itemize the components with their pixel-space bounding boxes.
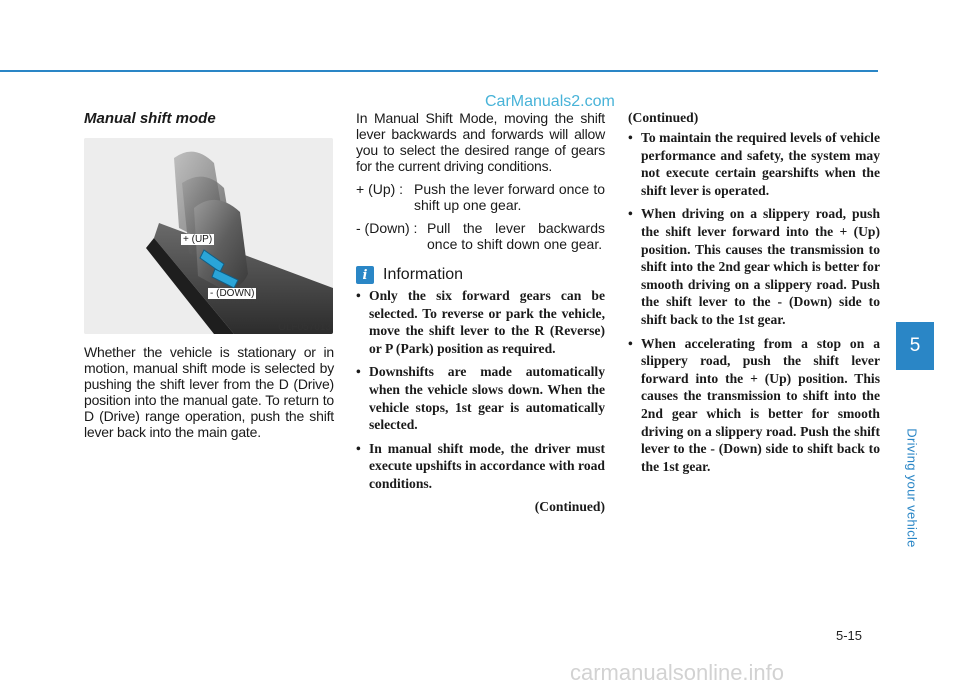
section-title: Manual shift mode <box>84 110 216 127</box>
label-down: - (DOWN) <box>210 288 255 299</box>
page-number: 5-15 <box>836 628 863 643</box>
information-header <box>356 266 605 284</box>
list-item: • In manual shift mode, the driver must execute upshifts in accordance with road conditions. <box>356 440 605 493</box>
definition-down <box>356 220 605 252</box>
header-rule <box>0 70 878 72</box>
label-up: + (UP) <box>183 234 213 245</box>
list-item: • Only the six forward gears can be selected. To reverse or park the vehicle, move the shift lever to the R (Reverse) or P (Park) position as required. <box>356 287 605 357</box>
continued-header: (Continued) <box>628 110 699 125</box>
list-item: • To maintain the required levels of vehicle performance and safety, the system may not execute certain gearshifts when the shift lever is operated. <box>628 129 880 199</box>
definition-term: + (Up) : <box>356 181 404 197</box>
figure-code: OLF057013 <box>278 322 331 333</box>
watermark: CarManuals2.com <box>485 93 615 110</box>
information-title: Information <box>383 266 464 283</box>
definition-term: - (Down) : <box>356 220 418 236</box>
shift-lever-photo <box>84 138 333 334</box>
definition-up <box>356 181 605 213</box>
middle-column <box>356 110 605 515</box>
information-list <box>356 287 605 493</box>
right-list <box>628 129 880 475</box>
definition-desc: Pull the lever backwards once to shift down one gear. <box>427 220 605 252</box>
list-item: • Downshifts are made automatically when the vehicle slows down. When the vehicle stops, 1st gear is automatically selected. <box>356 363 605 433</box>
list-item: • When driving on a slippery road, push the shift lever forward into the + (Up) position. This causes the transmission to shift into the 2nd gear which is better for smooth driving on a slippery road. Push the shift lever to the - (Down) side to shift back to the 1st gear. <box>628 205 880 328</box>
definition-desc: Push the lever forward once to shift up one gear. <box>414 181 605 213</box>
footer-watermark: carmanualsonline.info <box>570 660 785 685</box>
left-paragraph: Whether the vehicle is stationary or in motion, manual shift mode is selected by pushing the shift lever from the D (Drive) position into the manual gate. To return to D (Drive) range operation, push the shift lever back into the main gate. <box>84 344 334 440</box>
chapter-title: Driving your vehicle <box>904 428 920 548</box>
list-item: • When accelerating from a stop on a slippery road, push the shift lever forward into the + (Up) position. This causes the transmission to shift into the 2nd gear which is better for smooth driving on a slippery road. Push the shift lever to the - (Down) side to shift back to the 1st gear. <box>628 335 880 476</box>
chapter-number-tab: 5 <box>896 322 934 370</box>
left-column <box>84 110 334 440</box>
right-column <box>628 110 880 481</box>
middle-paragraph: In Manual Shift Mode, moving the shift lever backwards and forwards will allow you to select the desired range of gears for the current driving conditions. <box>356 110 605 174</box>
info-icon: i <box>356 266 374 284</box>
continued-note: (Continued) <box>534 498 605 514</box>
